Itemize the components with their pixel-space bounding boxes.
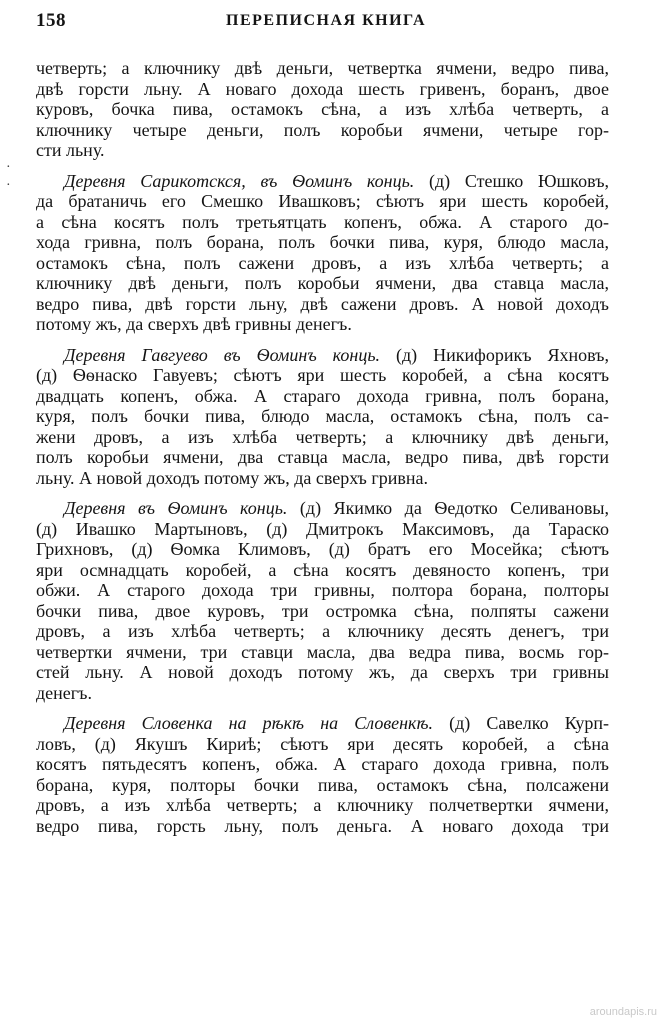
line-text: бочки пива, двое куровъ, три остромка сѣна, полпяты сажени — [36, 600, 609, 621]
paragraph — [36, 171, 609, 335]
text-line — [36, 314, 609, 335]
line-text: куровъ, бочка пива, остамокъ сѣна, а изъ хлѣба четверть, а — [36, 99, 609, 119]
text-line — [36, 58, 609, 79]
line-text: остамокъ сѣна, полъ сажени дровъ, а изъ хлѣба четверть; а — [36, 252, 609, 273]
line-text: потому жъ, да сверхъ двѣ гривны денегъ. — [36, 314, 352, 334]
text-line — [36, 171, 609, 192]
text-line — [36, 539, 609, 560]
paragraph — [36, 713, 609, 836]
text-line — [36, 294, 609, 315]
line-text: стей льну. А новой доходъ потому жъ, да сверхъ три гривны — [36, 662, 609, 682]
text-line — [36, 406, 609, 427]
line-text: жени дровъ, а изъ хлѣба четверть; а ключнику двѣ деньги, — [36, 426, 609, 447]
line-text: (д) Ивашко Мартыновъ, (д) Дмитрокъ Максимовъ, да Тараско — [36, 518, 609, 539]
text-line — [36, 754, 609, 775]
page-header — [36, 10, 629, 36]
text-line — [36, 120, 609, 141]
line-text: денегъ. — [36, 682, 92, 703]
line-text: хода гривна, полъ борана, полъ бочки пива, куря, блюдо масла, — [36, 232, 609, 252]
village-title: Деревня Гавгуево въ Ѳоминъ конць. — [64, 344, 381, 365]
line-text: обжи. А старого дохода три гривны, полтора борана, полторы — [36, 580, 609, 600]
line-text: ловъ, (д) Якушъ Кириѣ; сѣютъ яри десять коробей, а сѣна — [36, 733, 609, 754]
text-line — [36, 621, 609, 642]
line-text: (д) Якимко да Ѳедотко Селивановы, — [287, 498, 610, 518]
text-line — [36, 386, 609, 407]
line-text: куря, полъ бочки пива, блюдо масла, остамокъ сѣна, полъ са- — [36, 406, 609, 426]
village-title: Деревня Словенка на рѣкѣ на Словенкѣ. — [64, 713, 433, 733]
line-text: двадцать копенъ, обжа. А стараго дохода гривна, полъ борана, — [36, 385, 609, 406]
text-line — [36, 212, 609, 233]
text-line — [36, 734, 609, 755]
text-line — [36, 498, 609, 519]
text-line — [36, 232, 609, 253]
line-text: косятъ пятьдесятъ копенъ, обжа. А стараго дохода гривна, полъ — [36, 754, 609, 774]
line-text: четвертки ячмени, три ставци масла, два ведра пива, восмь гор- — [36, 641, 609, 662]
line-text: яри осмнадцать коробей, а сѣна косятъ девяносто копенъ, три — [36, 559, 609, 580]
page-number: 158 — [36, 10, 66, 31]
text-line — [36, 345, 609, 366]
line-text: двѣ горсти льну. А новаго дохода шесть гривенъ, боранъ, двое — [36, 78, 609, 99]
text-line — [36, 519, 609, 540]
line-text: а сѣна косятъ полъ третьятцать копенъ, обжа. А старого до- — [36, 211, 609, 232]
margin-dot: · — [6, 160, 11, 175]
line-text: борана, куря, полторы бочки пива, остамокъ сѣна, полсажени — [36, 774, 609, 795]
text-line — [36, 468, 609, 489]
text-line — [36, 427, 609, 448]
text-line — [36, 99, 609, 120]
line-text: (д) Ѳѳнаско Гавуевъ; сѣютъ яри шесть коробей, а сѣна косятъ — [36, 365, 609, 385]
line-text: (д) Никифорикъ Яхновъ, — [380, 344, 609, 365]
body-text — [36, 58, 609, 836]
text-line — [36, 253, 609, 274]
village-title: Деревня въ Ѳоминъ конць. — [64, 498, 288, 518]
line-text: ведро пива, двѣ горсти льну, двѣ сажени дровъ. А новой доходъ — [36, 293, 609, 314]
paragraph — [36, 58, 609, 161]
line-text: сти льну. — [36, 140, 105, 160]
line-text: ключнику двѣ деньги, полъ коробьи ячмени, два ставца масла, — [36, 273, 609, 293]
line-text: Грихновъ, (д) Ѳомка Климовъ, (д) братъ его Мосейка; сѣютъ — [36, 539, 609, 559]
line-text: дровъ, а изъ хлѣба четверть; а ключнику полчетвертки ячмени, — [36, 795, 609, 815]
text-line — [36, 580, 609, 601]
paragraph — [36, 498, 609, 703]
paragraph — [36, 345, 609, 489]
text-line — [36, 273, 609, 294]
watermark: aroundapis.ru — [589, 1006, 657, 1018]
text-line — [36, 683, 609, 704]
text-line — [36, 560, 609, 581]
text-line — [36, 662, 609, 683]
line-text: льну. А новой доходъ потому жъ, да сверхъ гривна. — [36, 467, 428, 488]
line-text: дровъ, а изъ хлѣба четверть; а ключнику десять денегъ, три — [36, 621, 609, 641]
text-line — [36, 447, 609, 468]
text-line — [36, 365, 609, 386]
text-line — [36, 191, 609, 212]
village-title: Деревня Сарикотскся, въ Ѳоминъ конць. — [64, 170, 415, 191]
line-text: ключнику четыре деньги, полъ коробьи ячмени, четыре гор- — [36, 119, 609, 140]
text-line — [36, 79, 609, 100]
line-text: полъ коробьи ячмени, два ставца масла, ведро пива, двѣ горсти — [36, 447, 609, 467]
running-head: ПЕРЕПИСНАЯ КНИГА — [226, 12, 427, 29]
margin-dot: · — [6, 178, 11, 193]
text-line — [36, 601, 609, 622]
text-line — [36, 795, 609, 816]
line-text: (д) Савелко Курп- — [433, 713, 610, 733]
line-text: (д) Стешко Юшковъ, — [414, 170, 609, 191]
line-text: четверть; а ключнику двѣ деньги, четвертка ячмени, ведро пива, — [36, 58, 609, 78]
text-line — [36, 713, 609, 734]
text-line — [36, 642, 609, 663]
line-text: ведро пива, горсть льну, полъ деньга. А новаго дохода три — [36, 815, 609, 836]
line-text: да братаничь его Смешко Ивашковъ; сѣютъ яри шесть коробей, — [36, 191, 609, 211]
text-line — [36, 816, 609, 837]
text-line — [36, 775, 609, 796]
text-line — [36, 140, 609, 161]
